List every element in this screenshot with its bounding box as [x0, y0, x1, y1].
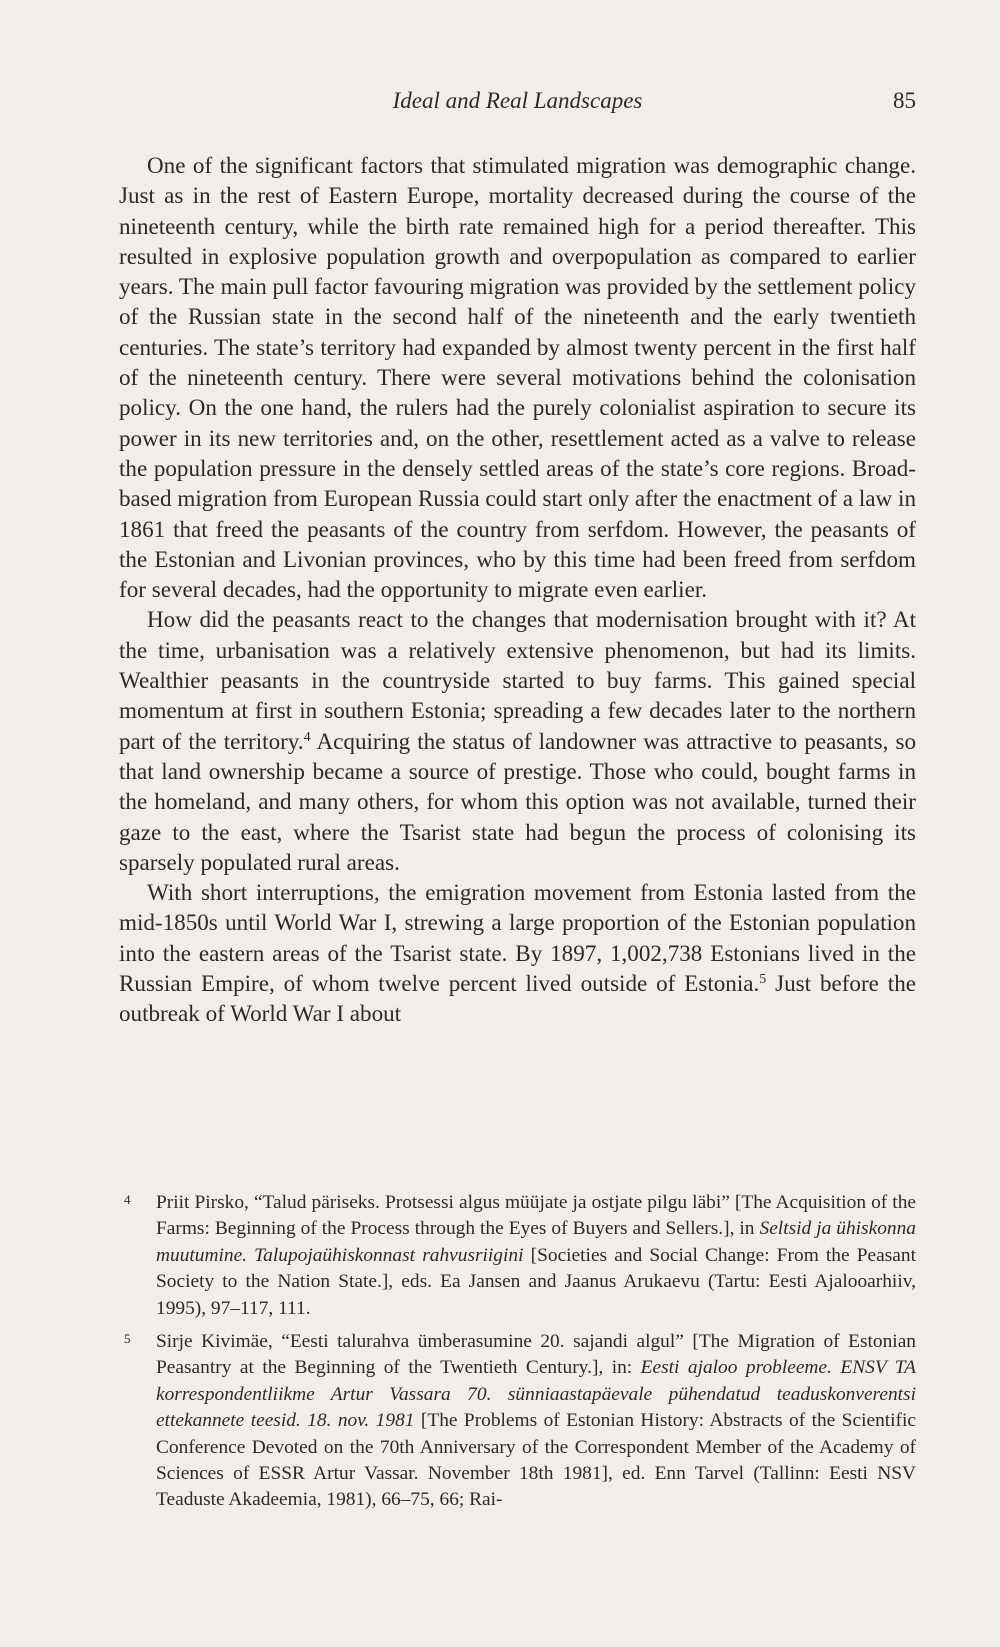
footnote-reference[interactable]: 5 — [759, 972, 767, 988]
paragraph-text: Acquiring the status of landowner was attractive to peasants, so that land ownership became a source of prestige. Those who could, bought farms in the homeland, and many others, for whom this option was not available, turned their gaze to the east, where the Tsarist state had begun the process of colonising its sparsely populated rural areas. — [119, 727, 916, 875]
footnote — [119, 1329, 916, 1514]
footnotes — [119, 1190, 916, 1521]
paragraph-text: Just before the outbreak of World War I about — [119, 970, 916, 1027]
footnote — [119, 1190, 916, 1322]
footnote-title: Eesti ajaloo probleeme. ENSV TA korrespondentliikme Artur Vassara 70. sünniaastapäevale pühendatud teaduskonverentsi ettekannete teesid. 18. nov. 1981 — [156, 1357, 916, 1432]
paragraph — [119, 604, 916, 877]
paragraph — [119, 877, 916, 1028]
footnote-marker: 5 — [124, 1331, 131, 1347]
footnote-text: Priit Pirsko, “Talud päriseks. Protsessi algus müüjate ja ostjate pilgu läbi” [The Acquisition of the Farms: Beginning of the Process through the Eyes of Buyers and Sellers.], in — [156, 1192, 916, 1240]
paragraph-text: One of the significant factors that stimulated migration was demographic change. Just as in the rest of Eastern Europe, mortality decreased during the course of the nineteenth century, while the birth rate remained high for a period thereafter. This resulted in explosive population growth and overpopulation as compared to earlier years. The main pull factor favouring migration was provided by the settlement policy of the Russian state in the second half of the nineteenth and the early twentieth centuries. The state’s territory had expanded by almost twenty percent in the first half of the nineteenth century. There were several motivations behind the colonisation policy. On the one hand, the rulers had the purely colonialist aspiration to secure its power in its new territories and, on the other, resettlement acted as a valve to release the population pressure in the densely settled areas of the state’s core regions. Broad-based migration from European Russia could start only after the enactment of a law in 1861 that freed the peasants of the country from serfdom. However, the peasants of the Estonian and Livonian provinces, who by this time had been freed from serfdom for several decades, had the opportunity to migrate even earlier. — [119, 152, 916, 603]
footnote-text: [Societies and Social Change: From the Peasant Society to the Nation State.], eds. Ea Jansen and Jaanus Arukaevu (Tartu: Eesti Ajalooarhiiv, 1995), 97–117, 111. — [156, 1244, 916, 1319]
footnote-text: [The Problems of Estonian History: Abstracts of the Scientific Conference Devoted on the 70th Anniversary of the Correspondent Member of the Academy of Sciences of ESSR Artur Vassar. November 18th 1981], ed. Enn Tarvel (Tallinn: Eesti NSV Teaduste Akadeemia, 1981), 66–75, 66; Rai- — [156, 1410, 916, 1511]
paragraph-text: With short interruptions, the emigration movement from Estonia lasted from the mid-1850s until World War I, strewing a large proportion of the Estonian population into the eastern areas of the Tsarist state. By 1897, 1,002,738 Estonians lived in the Russian Empire, of whom twelve percent lived outside of Estonia. — [119, 879, 916, 997]
running-head — [119, 88, 916, 122]
paragraph — [119, 150, 916, 604]
running-title: Ideal and Real Landscapes — [392, 88, 643, 113]
page-number: 85 — [893, 88, 916, 113]
footnote-text: Sirje Kivimäe, “Eesti talurahva ümberasumine 20. sajandi algul” [The Migration of Estonian Peasantry at the Beginning of the Twentieth Century.], in: — [156, 1331, 916, 1379]
footnote-reference[interactable]: 4 — [303, 729, 311, 745]
footnote-title: Seltsid ja ühiskonna muutumine. Talupojaühiskonnast rahvusriigini — [156, 1218, 916, 1266]
paragraph-text: How did the peasants react to the changes that modernisation brought with it? At the time, urbanisation was a relatively extensive phenomenon, but had its limits. Wealthier peasants in the countryside started to buy farms. This gained special momentum at first in southern Estonia; spreading a few decades later to the northern part of the territory. — [119, 606, 916, 754]
body-text — [119, 150, 916, 1029]
footnote-marker: 4 — [124, 1192, 131, 1207]
